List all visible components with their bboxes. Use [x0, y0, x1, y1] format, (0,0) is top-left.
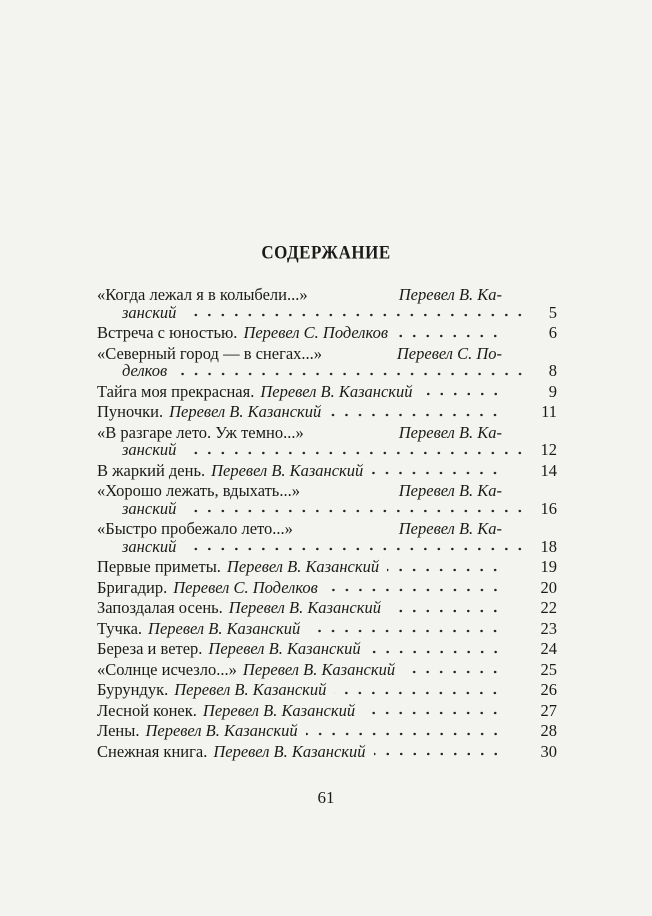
entry-title: Тайга моя прекрасная. [97, 381, 255, 401]
dot-leader [389, 609, 502, 613]
toc-entry[interactable] [97, 743, 557, 764]
dot-leader [403, 670, 502, 674]
entry-title: «Когда лежал я в колыбели...» [97, 285, 308, 304]
entry-page-number: 25 [540, 659, 557, 679]
entry-page-number: 19 [540, 557, 557, 576]
entry-translator-continued: занский [122, 440, 177, 459]
entry-page-number: 9 [548, 381, 557, 401]
entry-translator: Перевел В. Казанский [148, 618, 301, 638]
entry-line [97, 520, 502, 538]
entry-translator: Перевел В. Казанский [202, 700, 356, 720]
entry-translator: Перевел В. Ка- [398, 519, 502, 538]
dot-leader [334, 691, 502, 695]
toc-entry[interactable] [97, 403, 557, 424]
entry-title: Тучка. [97, 618, 143, 638]
entry-title: Пуночки. [97, 402, 164, 421]
dot-leader [184, 451, 527, 455]
entry-page-number: 6 [548, 323, 557, 342]
entry-line [97, 640, 502, 658]
entry-line [97, 383, 502, 401]
toc-entry[interactable] [97, 462, 557, 483]
page-title: СОДЕРЖАНИЕ [261, 242, 391, 263]
dot-leader [175, 372, 527, 376]
toc-entry[interactable] [97, 702, 557, 723]
dot-leader [421, 392, 503, 396]
toc-entry[interactable] [97, 599, 557, 620]
entry-page-number: 26 [540, 680, 557, 699]
entry-title: «В разгаре лето. Уж темно...» [97, 422, 304, 442]
toc-entry[interactable] [97, 520, 557, 558]
entry-page-number: 12 [540, 440, 557, 459]
toc-entry[interactable] [97, 579, 557, 600]
entry-page-number: 23 [540, 618, 557, 638]
entry-translator: Перевел В. Казанский [174, 680, 327, 699]
dot-leader [329, 413, 502, 417]
toc-entry[interactable] [97, 681, 557, 702]
entry-page-number: 20 [540, 577, 557, 597]
dot-leader [363, 711, 502, 715]
entry-page-number: 24 [540, 639, 557, 658]
entry-translator: Перевел В. Казанский [242, 659, 396, 679]
entry-title: Бурундук. [97, 680, 169, 699]
toc-entry[interactable] [97, 482, 557, 520]
dot-leader [184, 547, 527, 551]
entry-page-number: 28 [540, 721, 557, 740]
entry-translator: Перевел В. Ка- [398, 422, 502, 442]
dot-leader [184, 509, 527, 513]
entry-translator: Перевел В. Казанский [145, 721, 298, 740]
toc-entry[interactable] [97, 286, 557, 324]
entry-page-number: 16 [540, 498, 557, 518]
entry-title: «Быстро пробежало лето...» [97, 519, 293, 538]
entry-line-continued [97, 441, 527, 459]
entry-line [97, 661, 502, 679]
entry-line [97, 286, 502, 304]
dot-leader [306, 732, 502, 736]
entry-line [97, 599, 502, 617]
entry-page-number: 30 [540, 741, 557, 761]
toc-entry[interactable] [97, 620, 557, 641]
entry-title: Первые приметы. [97, 557, 221, 576]
entry-line [97, 403, 502, 421]
entry-title: Бригадир. [97, 577, 168, 597]
entry-line-continued [97, 538, 527, 556]
entry-line-continued [97, 500, 527, 518]
toc-entry[interactable] [97, 345, 557, 383]
entry-title: Запоздалая осень. [97, 598, 223, 617]
entry-translator-continued: занский [122, 536, 177, 556]
toc-entry[interactable] [97, 661, 557, 682]
entry-page-number: 22 [540, 598, 557, 617]
entry-translator: Перевел В. Казанский [169, 402, 322, 421]
entry-page-number: 14 [540, 460, 557, 480]
entry-title: Снежная книга. [97, 741, 208, 761]
entry-translator-continued: занский [122, 302, 177, 322]
entry-translator: Перевел С. По- [396, 343, 502, 363]
entry-line [97, 681, 502, 699]
entry-title: «Северный город — в снегах...» [97, 343, 323, 363]
dot-leader [396, 334, 502, 338]
dot-leader [387, 568, 502, 572]
entry-page-number: 8 [548, 361, 557, 380]
entry-translator: Перевел В. Ка- [398, 481, 502, 500]
toc-entry[interactable] [97, 424, 557, 462]
dot-leader [371, 471, 502, 475]
entry-title: «Хорошо лежать, вдыхать...» [97, 481, 300, 500]
toc-entry[interactable] [97, 640, 557, 661]
entry-page-number: 11 [541, 402, 557, 421]
entry-translator: Перевел В. Казанский [208, 639, 361, 658]
table-of-contents [97, 286, 557, 763]
toc-entry[interactable] [97, 383, 557, 404]
page-number: 61 [317, 788, 335, 807]
entry-translator: Перевел В. Казанский [228, 598, 381, 617]
entry-translator-continued: занский [122, 498, 177, 518]
entry-line [97, 462, 502, 480]
entry-translator: Перевел В. Казанский [260, 381, 413, 401]
toc-entry[interactable] [97, 722, 557, 743]
entry-line [97, 482, 502, 500]
entry-translator: Перевел С. Поделков [243, 323, 389, 342]
dot-leader [374, 752, 503, 756]
entry-title: Береза и ветер. [97, 639, 203, 658]
entry-page-number: 27 [540, 700, 557, 720]
entry-title: Лены. [97, 721, 140, 740]
entry-line [97, 579, 502, 597]
toc-entry[interactable] [97, 324, 557, 345]
entry-translator-continued: делков [122, 361, 168, 380]
dot-leader [326, 588, 502, 592]
toc-entry[interactable] [97, 558, 557, 579]
entry-line [97, 743, 502, 761]
entry-translator: Перевел В. Казанский [213, 741, 366, 761]
dot-leader [308, 629, 502, 633]
dot-leader [184, 313, 527, 317]
entry-title: В жаркий день. [97, 460, 206, 480]
entry-line [97, 702, 502, 720]
entry-translator: Перевел В. Казанский [211, 460, 364, 480]
entry-page-number: 5 [548, 302, 557, 322]
entry-line-continued [97, 304, 527, 322]
entry-title: «Солнце исчезло...» [97, 659, 237, 679]
entry-translator: Перевел В. Казанский [226, 557, 380, 576]
entry-line-continued [97, 362, 527, 380]
entry-line [97, 424, 502, 442]
entry-title: Встреча с юностью. [97, 323, 238, 342]
entry-line [97, 620, 502, 638]
entry-line [97, 722, 502, 740]
entry-title: Лесной конек. [97, 700, 197, 720]
entry-page-number: 18 [540, 536, 557, 556]
entry-translator: Перевел С. Поделков [173, 577, 318, 597]
entry-line [97, 558, 502, 576]
entry-line [97, 324, 502, 342]
dot-leader [369, 650, 502, 654]
entry-line [97, 345, 502, 363]
entry-translator: Перевел В. Ка- [398, 285, 502, 304]
